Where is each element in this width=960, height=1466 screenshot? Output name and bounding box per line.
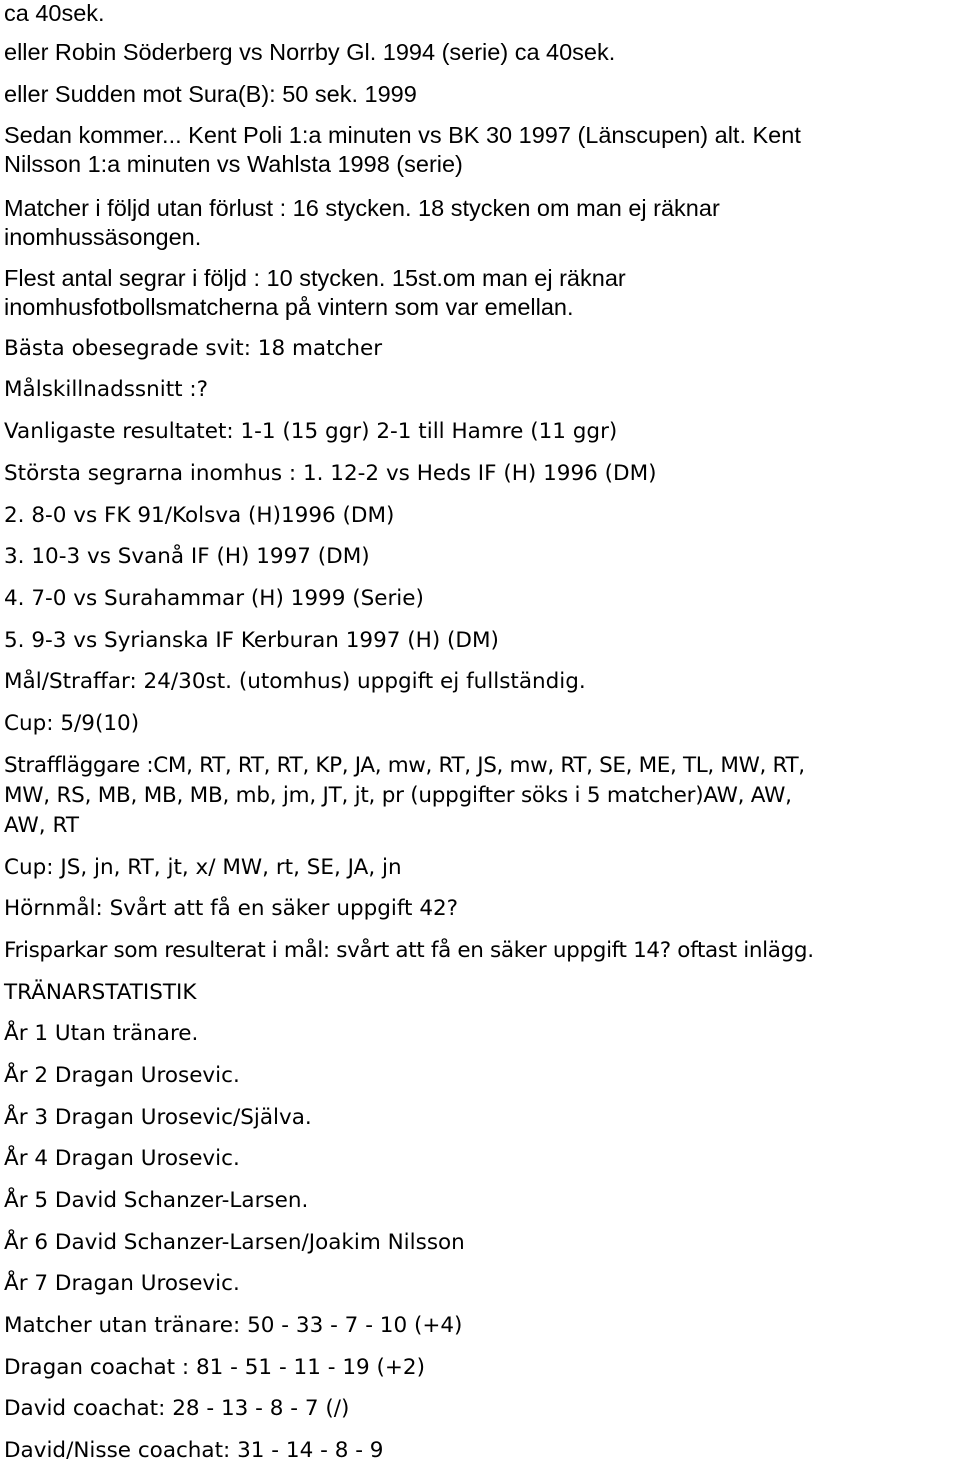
text-line: inomhussäsongen. (4, 224, 202, 250)
text-line: Hörnmål: Svårt att få en säker uppgift 42? (4, 896, 459, 921)
text-line: Dragan coachat : 81 - 51 - 11 - 19 (+2) (4, 1355, 425, 1380)
text-line: År 2 Dragan Urosevic. (4, 1063, 240, 1088)
text-line: eller Sudden mot Sura(B): 50 sek. 1999 (4, 81, 417, 107)
text-line: Matcher i följd utan förlust : 16 stycken. 18 stycken om man ej räknar (4, 195, 720, 221)
text-line: Straffläggare :CM, RT, RT, RT, KP, JA, mw, RT, JS, mw, RT, SE, ME, TL, MW, RT, (4, 753, 805, 778)
text-line: inomhusfotbollsmatcherna på vintern som var emellan. (4, 294, 574, 320)
text-line: År 5 David Schanzer-Larsen. (4, 1188, 309, 1213)
text-line: Bästa obesegrade svit: 18 matcher (4, 336, 383, 361)
text-line: Cup: 5/9(10) (4, 711, 140, 736)
text-line: ca 40sek. (4, 0, 105, 26)
text-line: Frisparkar som resulterat i mål: svårt att få en säker uppgift 14? oftast inlägg. (4, 938, 814, 963)
text-line: David/Nisse coachat: 31 - 14 - 8 - 9 (4, 1438, 384, 1463)
text-line: Matcher utan tränare: 50 - 33 - 7 - 10 (+4) (4, 1313, 463, 1338)
text-line: År 7 Dragan Urosevic. (4, 1271, 240, 1296)
text-line: Vanligaste resultatet: 1-1 (15 ggr) 2-1 till Hamre (11 ggr) (4, 419, 618, 444)
text-line: eller Robin Söderberg vs Norrby Gl. 1994 (serie) ca 40sek. (4, 39, 616, 65)
text-line: Flest antal segrar i följd : 10 stycken. 15st.om man ej räknar (4, 265, 626, 291)
text-line: Cup: JS, jn, RT, jt, x/ MW, rt, SE, JA, jn (4, 855, 402, 880)
text-line: Nilsson 1:a minuten vs Wahlsta 1998 (serie) (4, 151, 463, 177)
text-line: 2. 8-0 vs FK 91/Kolsva (H)1996 (DM) (4, 503, 395, 528)
text-line: 5. 9-3 vs Syrianska IF Kerburan 1997 (H) (DM) (4, 628, 499, 653)
text-line: Målskillnadssnitt :? (4, 377, 209, 402)
text-line: MW, RS, MB, MB, MB, mb, jm, JT, jt, pr (uppgifter söks i 5 matcher)AW, AW, (4, 783, 792, 808)
text-line: År 1 Utan tränare. (4, 1021, 199, 1046)
text-line: 4. 7-0 vs Surahammar (H) 1999 (Serie) (4, 586, 424, 611)
text-line: David coachat: 28 - 13 - 8 - 7 (/) (4, 1396, 350, 1421)
text-line: AW, RT (4, 813, 79, 838)
text-line: År 4 Dragan Urosevic. (4, 1146, 240, 1171)
text-line: Mål/Straffar: 24/30st. (utomhus) uppgift ej fullständig. (4, 669, 586, 694)
text-line: 3. 10-3 vs Svanå IF (H) 1997 (DM) (4, 544, 370, 569)
text-line: Största segrarna inomhus : 1. 12-2 vs Heds IF (H) 1996 (DM) (4, 461, 657, 486)
text-line: Sedan kommer... Kent Poli 1:a minuten vs BK 30 1997 (Länscupen) alt. Kent (4, 122, 801, 148)
text-line: År 6 David Schanzer-Larsen/Joakim Nilsson (4, 1230, 465, 1255)
section-heading: TRÄNARSTATISTIK (4, 980, 197, 1005)
text-line: År 3 Dragan Urosevic/Själva. (4, 1105, 312, 1130)
